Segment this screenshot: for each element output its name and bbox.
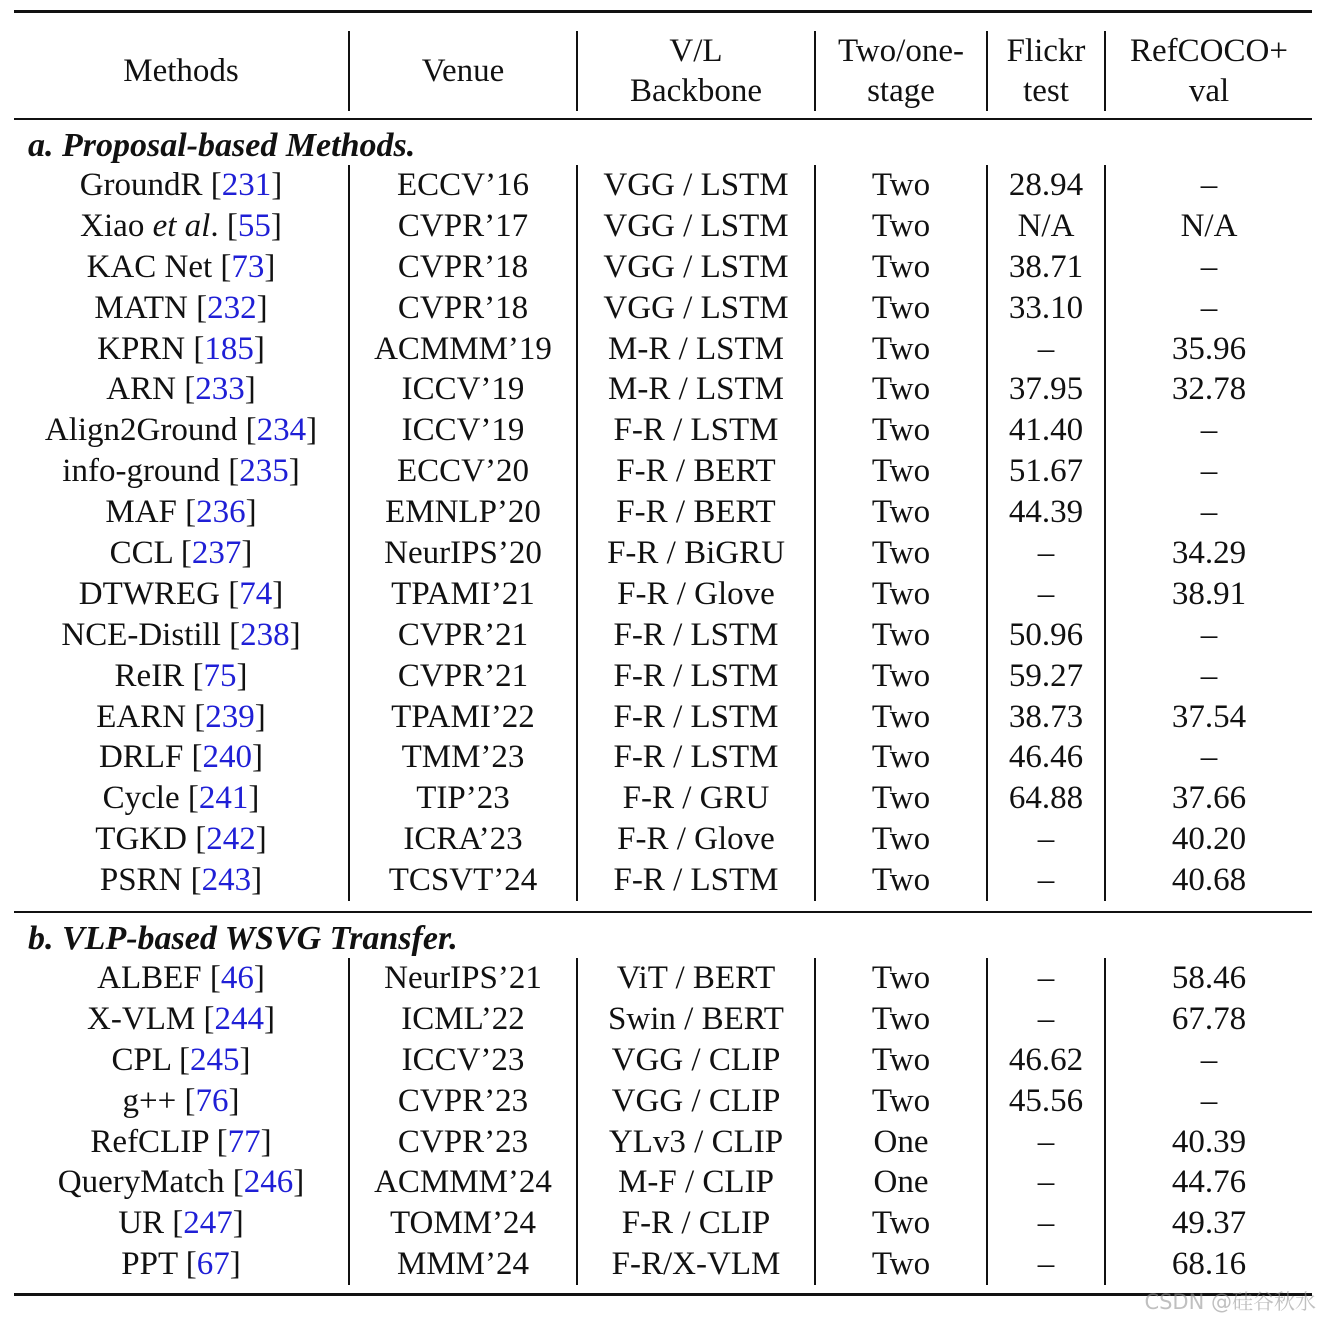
backbone-cell: M-R / LSTM <box>576 329 814 370</box>
method-name: NCE-Distill <box>61 616 221 653</box>
citation-link[interactable]: 241 <box>198 780 249 817</box>
backbone-cell: M-R / LSTM <box>576 369 814 410</box>
flickr-cell: – <box>986 999 1104 1040</box>
method-cell: info-ground [235] <box>62 453 300 490</box>
header-backbone-line2: Backbone <box>630 73 762 109</box>
venue-cell: ACMMM’19 <box>348 329 576 370</box>
header-refcoco-line1: RefCOCO+ <box>1130 33 1288 69</box>
flickr-cell: – <box>986 819 1104 860</box>
backbone-cell: ViT / BERT <box>576 958 814 999</box>
flickr-cell: 33.10 <box>986 288 1104 329</box>
refcoco-cell: – <box>1104 492 1312 533</box>
flickr-cell: – <box>986 1162 1104 1203</box>
refcoco-cell: – <box>1104 1081 1312 1122</box>
method-name: CCL <box>109 535 173 572</box>
refcoco-cell: 38.91 <box>1104 574 1312 615</box>
method-name: UR <box>118 1205 165 1242</box>
citation-link[interactable]: 247 <box>183 1205 233 1242</box>
citation-link[interactable]: 73 <box>231 248 265 285</box>
venue-cell: ICRA’23 <box>348 819 576 860</box>
stage-cell: Two <box>814 165 986 206</box>
venue-cell: ICCV’19 <box>348 410 576 451</box>
stage-cell: Two <box>814 533 986 574</box>
venue-cell: CVPR’18 <box>348 288 576 329</box>
method-name: DTWREG <box>78 575 220 612</box>
refcoco-cell: 40.20 <box>1104 819 1312 860</box>
method-cell: DTWREG [74] <box>78 575 284 612</box>
table-row <box>14 999 1312 1040</box>
method-name: ALBEF <box>97 960 202 997</box>
refcoco-cell: 40.68 <box>1104 860 1312 901</box>
section-gap <box>14 901 1312 911</box>
backbone-cell: F-R / BERT <box>576 451 814 492</box>
header-flickr <box>986 31 1104 111</box>
method-cell: MATN [232] <box>94 289 268 326</box>
header-flickr-line2: test <box>1023 73 1069 109</box>
citation-link[interactable]: 243 <box>201 862 252 899</box>
flickr-cell: 64.88 <box>986 778 1104 819</box>
flickr-cell: 28.94 <box>986 165 1104 206</box>
section-proposal-based <box>14 120 1312 901</box>
refcoco-cell: – <box>1104 1040 1312 1081</box>
citation-link[interactable]: 46 <box>220 960 254 997</box>
table-row <box>14 819 1312 860</box>
method-cell: TGKD [242] <box>95 821 267 858</box>
backbone-cell: VGG / LSTM <box>576 288 814 329</box>
method-cell: Xiao et al. [55] <box>80 207 282 244</box>
stage-cell: Two <box>814 656 986 697</box>
flickr-cell: – <box>986 860 1104 901</box>
stage-cell: Two <box>814 247 986 288</box>
citation-link[interactable]: 237 <box>191 535 242 572</box>
backbone-cell: F-R / LSTM <box>576 656 814 697</box>
backbone-cell: YLv3 / CLIP <box>576 1122 814 1163</box>
venue-cell: TIP’23 <box>348 778 576 819</box>
stage-cell: Two <box>814 329 986 370</box>
backbone-cell: F-R / LSTM <box>576 410 814 451</box>
method-cell: UR [247] <box>118 1205 244 1242</box>
results-table <box>14 10 1312 1296</box>
venue-cell: TCSVT’24 <box>348 860 576 901</box>
stage-cell: Two <box>814 819 986 860</box>
venue-cell: CVPR’23 <box>348 1122 576 1163</box>
flickr-cell: – <box>986 1244 1104 1285</box>
stage-cell: Two <box>814 1040 986 1081</box>
method-name: RefCLIP <box>90 1123 209 1160</box>
method-name: info-ground <box>62 453 220 490</box>
table-row <box>14 1122 1312 1163</box>
citation-link[interactable]: 246 <box>243 1164 294 1201</box>
header-venue <box>348 31 576 111</box>
method-name-italic: et al <box>152 207 211 244</box>
venue-cell: CVPR’23 <box>348 1081 576 1122</box>
header-stage-line1: Two/one- <box>838 33 964 69</box>
citation-link[interactable]: 233 <box>195 371 245 408</box>
table-row <box>14 1040 1312 1081</box>
stage-cell: Two <box>814 999 986 1040</box>
method-cell: EARN [239] <box>96 698 266 735</box>
stage-cell: Two <box>814 1081 986 1122</box>
header-backbone <box>576 31 814 111</box>
section-rows <box>14 165 1312 901</box>
refcoco-cell: 34.29 <box>1104 533 1312 574</box>
citation-link[interactable]: 77 <box>227 1123 261 1160</box>
citation-link[interactable]: 67 <box>196 1246 230 1283</box>
venue-cell: ACMMM’24 <box>348 1162 576 1203</box>
venue-cell: ICCV’19 <box>348 369 576 410</box>
citation-link[interactable]: 185 <box>204 330 254 367</box>
method-cell: QueryMatch [246] <box>57 1164 305 1201</box>
backbone-cell: F-R / LSTM <box>576 860 814 901</box>
refcoco-cell: – <box>1104 737 1312 778</box>
table-header <box>14 13 1312 118</box>
flickr-cell: 59.27 <box>986 656 1104 697</box>
method-name: KAC Net <box>86 248 213 285</box>
method-cell: CCL [237] <box>109 535 253 572</box>
citation-link[interactable]: 244 <box>214 1000 264 1037</box>
method-cell: Align2Ground [234] <box>44 412 318 449</box>
flickr-cell: 37.95 <box>986 369 1104 410</box>
method-cell: g++ [76] <box>122 1082 240 1119</box>
venue-cell: ECCV’20 <box>348 451 576 492</box>
method-name: MATN <box>94 289 188 326</box>
method-cell: NCE-Distill [238] <box>61 616 301 653</box>
citation-link[interactable]: 76 <box>195 1082 229 1119</box>
table-row <box>14 778 1312 819</box>
header-refcoco-line2: val <box>1188 73 1230 109</box>
backbone-cell: VGG / LSTM <box>576 247 814 288</box>
backbone-cell: F-R/X-VLM <box>576 1244 814 1285</box>
header-methods-text: Methods <box>123 53 239 89</box>
table-row <box>14 574 1312 615</box>
citation-link[interactable]: 75 <box>203 657 237 694</box>
stage-cell: Two <box>814 492 986 533</box>
header-backbone-line1: V/L <box>669 33 723 69</box>
backbone-cell: VGG / CLIP <box>576 1040 814 1081</box>
table-row <box>14 1081 1312 1122</box>
table-row <box>14 615 1312 656</box>
venue-cell: TMM’23 <box>348 737 576 778</box>
method-name: g++ <box>122 1082 177 1119</box>
flickr-cell: N/A <box>986 206 1104 247</box>
method-cell: KAC Net [73] <box>86 248 276 285</box>
method-cell: Cycle [241] <box>102 780 260 817</box>
stage-cell: Two <box>814 860 986 901</box>
stage-cell: Two <box>814 206 986 247</box>
stage-cell: One <box>814 1162 986 1203</box>
backbone-cell: M-F / CLIP <box>576 1162 814 1203</box>
citation-link[interactable]: 232 <box>207 289 257 326</box>
flickr-cell: – <box>986 329 1104 370</box>
watermark: CSDN @硅谷秋水 <box>1144 1290 1316 1314</box>
method-name: QueryMatch <box>57 1164 225 1201</box>
method-name: MAF <box>105 494 177 531</box>
stage-cell: Two <box>814 451 986 492</box>
section-title: a. Proposal-based Methods. <box>28 127 416 164</box>
flickr-cell: – <box>986 533 1104 574</box>
backbone-cell: VGG / LSTM <box>576 165 814 206</box>
method-name: Xiao <box>80 207 145 244</box>
citation-link[interactable]: 242 <box>206 821 256 858</box>
table-row <box>14 1244 1312 1285</box>
refcoco-cell: 40.39 <box>1104 1122 1312 1163</box>
venue-cell: MMM’24 <box>348 1244 576 1285</box>
method-name: EARN <box>96 698 187 735</box>
refcoco-cell: 68.16 <box>1104 1244 1312 1285</box>
header-venue-text: Venue <box>421 53 505 89</box>
method-name: X-VLM <box>87 1000 196 1037</box>
refcoco-cell: 58.46 <box>1104 958 1312 999</box>
refcoco-cell: – <box>1104 410 1312 451</box>
section-vlp-based <box>14 913 1312 1285</box>
stage-cell: Two <box>814 615 986 656</box>
citation-link[interactable]: 234 <box>256 412 307 449</box>
refcoco-cell: 49.37 <box>1104 1203 1312 1244</box>
stage-cell: Two <box>814 288 986 329</box>
bottom-gap <box>14 1285 1312 1293</box>
header-stage <box>814 31 986 111</box>
refcoco-cell: – <box>1104 451 1312 492</box>
method-name: Cycle <box>102 780 180 817</box>
method-cell: RefCLIP [77] <box>90 1123 272 1160</box>
table-row <box>14 737 1312 778</box>
flickr-cell: 46.46 <box>986 737 1104 778</box>
method-cell: ARN [233] <box>106 371 256 408</box>
flickr-cell: 46.62 <box>986 1040 1104 1081</box>
stage-cell: Two <box>814 697 986 738</box>
table-row <box>14 369 1312 410</box>
stage-cell: Two <box>814 1203 986 1244</box>
refcoco-cell: N/A <box>1104 206 1312 247</box>
method-cell: CPL [245] <box>111 1041 251 1078</box>
refcoco-cell: – <box>1104 615 1312 656</box>
method-cell: PSRN [243] <box>99 862 263 899</box>
backbone-cell: F-R / LSTM <box>576 615 814 656</box>
flickr-cell: 38.73 <box>986 697 1104 738</box>
flickr-cell: 38.71 <box>986 247 1104 288</box>
backbone-cell: F-R / Glove <box>576 574 814 615</box>
method-name-suffix: . <box>210 207 219 244</box>
method-name: Align2Ground <box>44 412 238 449</box>
refcoco-cell: 37.66 <box>1104 778 1312 819</box>
citation-link[interactable]: 55 <box>237 207 271 244</box>
flickr-cell: – <box>986 1122 1104 1163</box>
table-row <box>14 533 1312 574</box>
refcoco-cell: – <box>1104 165 1312 206</box>
method-name: PPT <box>121 1246 178 1283</box>
refcoco-cell: 44.76 <box>1104 1162 1312 1203</box>
backbone-cell: Swin / BERT <box>576 999 814 1040</box>
table-row <box>14 1203 1312 1244</box>
citation-link[interactable]: 245 <box>190 1041 240 1078</box>
header-methods <box>14 31 348 111</box>
section-rows <box>14 958 1312 1285</box>
method-name: DRLF <box>98 739 184 776</box>
backbone-cell: F-R / LSTM <box>576 737 814 778</box>
stage-cell: Two <box>814 574 986 615</box>
citation-link[interactable]: 236 <box>196 494 246 531</box>
venue-cell: ICCV’23 <box>348 1040 576 1081</box>
flickr-cell: 45.56 <box>986 1081 1104 1122</box>
stage-cell: One <box>814 1122 986 1163</box>
stage-cell: Two <box>814 778 986 819</box>
stage-cell: Two <box>814 958 986 999</box>
citation-link[interactable]: 238 <box>240 616 290 653</box>
venue-cell: CVPR’18 <box>348 247 576 288</box>
stage-cell: Two <box>814 369 986 410</box>
backbone-cell: F-R / BERT <box>576 492 814 533</box>
table-row <box>14 410 1312 451</box>
venue-cell: CVPR’21 <box>348 615 576 656</box>
citation-link[interactable]: 231 <box>221 167 272 203</box>
venue-cell: CVPR’21 <box>348 656 576 697</box>
venue-cell: EMNLP’20 <box>348 492 576 533</box>
table-row <box>14 656 1312 697</box>
backbone-cell: F-R / BiGRU <box>576 533 814 574</box>
venue-cell: TPAMI’21 <box>348 574 576 615</box>
method-cell: ALBEF [46] <box>97 960 265 997</box>
method-name: GroundR <box>79 167 203 203</box>
method-cell: GroundR [231] <box>79 167 283 203</box>
backbone-cell: F-R / LSTM <box>576 697 814 738</box>
table-row <box>14 958 1312 999</box>
refcoco-cell: 35.96 <box>1104 329 1312 370</box>
refcoco-cell: – <box>1104 288 1312 329</box>
stage-cell: Two <box>814 410 986 451</box>
flickr-cell: 50.96 <box>986 615 1104 656</box>
refcoco-cell: 32.78 <box>1104 369 1312 410</box>
venue-cell: ICML’22 <box>348 999 576 1040</box>
refcoco-cell: 37.54 <box>1104 697 1312 738</box>
refcoco-cell: – <box>1104 656 1312 697</box>
citation-link[interactable]: 240 <box>202 739 253 776</box>
venue-cell: ECCV’16 <box>348 165 576 206</box>
stage-cell: Two <box>814 737 986 778</box>
method-name: TGKD <box>95 821 187 858</box>
table-row <box>14 247 1312 288</box>
table-row <box>14 206 1312 247</box>
flickr-cell: – <box>986 1203 1104 1244</box>
table-row <box>14 492 1312 533</box>
flickr-cell: 41.40 <box>986 410 1104 451</box>
venue-cell: TOMM’24 <box>348 1203 576 1244</box>
method-name: KPRN <box>97 330 186 367</box>
header-flickr-line1: Flickr <box>1006 33 1086 69</box>
table-row <box>14 165 1312 206</box>
flickr-cell: – <box>986 958 1104 999</box>
refcoco-cell: 67.78 <box>1104 999 1312 1040</box>
venue-cell: CVPR’17 <box>348 206 576 247</box>
refcoco-cell: – <box>1104 247 1312 288</box>
citation-link[interactable]: 239 <box>205 698 255 735</box>
bottom-rule <box>14 1293 1312 1296</box>
flickr-cell: 51.67 <box>986 451 1104 492</box>
method-cell: KPRN [185] <box>97 330 265 367</box>
backbone-cell: F-R / GRU <box>576 778 814 819</box>
method-cell: PPT [67] <box>121 1246 241 1283</box>
method-name: ARN <box>106 371 176 408</box>
method-cell: X-VLM [244] <box>87 1000 275 1037</box>
method-cell: DRLF [240] <box>98 739 264 776</box>
backbone-cell: VGG / CLIP <box>576 1081 814 1122</box>
venue-cell: NeurIPS’21 <box>348 958 576 999</box>
section-title: b. VLP-based WSVG Transfer. <box>28 920 458 958</box>
backbone-cell: VGG / LSTM <box>576 206 814 247</box>
stage-cell: Two <box>814 1244 986 1285</box>
header-stage-line2: stage <box>867 73 935 109</box>
header-refcoco <box>1104 31 1312 111</box>
method-name: PSRN <box>99 862 183 899</box>
flickr-cell: 44.39 <box>986 492 1104 533</box>
table-row <box>14 1162 1312 1203</box>
table-row <box>14 329 1312 370</box>
method-name: CPL <box>111 1041 171 1078</box>
method-name: ReIR <box>114 657 185 694</box>
table-row <box>14 451 1312 492</box>
method-cell: ReIR [75] <box>114 657 248 694</box>
venue-cell: TPAMI’22 <box>348 697 576 738</box>
table-row <box>14 288 1312 329</box>
flickr-cell: – <box>986 574 1104 615</box>
venue-cell: NeurIPS’20 <box>348 533 576 574</box>
table-row <box>14 697 1312 738</box>
citation-link[interactable]: 74 <box>239 575 273 612</box>
method-cell: MAF [236] <box>105 494 257 531</box>
backbone-cell: F-R / CLIP <box>576 1203 814 1244</box>
backbone-cell: F-R / Glove <box>576 819 814 860</box>
table-row <box>14 860 1312 901</box>
citation-link[interactable]: 235 <box>239 453 289 490</box>
